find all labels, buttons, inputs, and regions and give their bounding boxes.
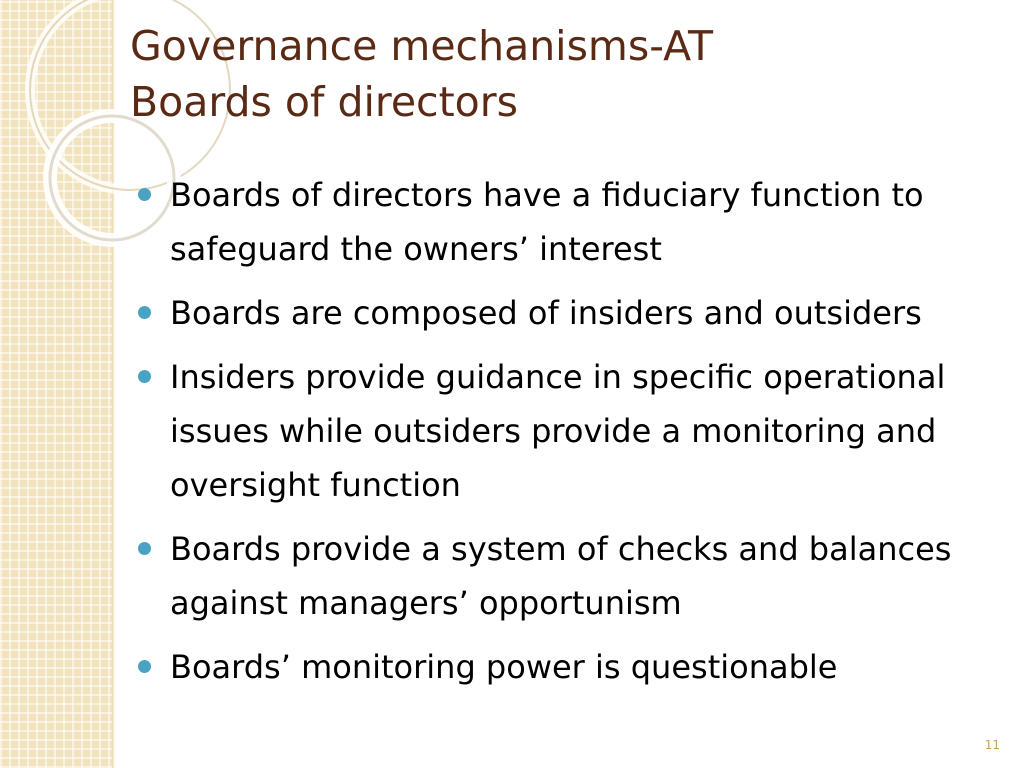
bullet-item [138,168,1000,276]
page-number: 11 [984,738,1000,752]
title-line-2: Boards of directors [130,78,518,126]
bullet-item [138,286,1000,340]
bullet-list [138,168,1000,704]
bullet-dot-icon [138,370,151,383]
bullet-dot-icon [138,306,151,319]
bullet-text: Insiders provide guidance in specific operational issues while outsiders provide a monitoring and oversight function [170,358,946,504]
bullet-text: Boards of directors have a fiduciary function to safeguard the owners’ interest [170,176,924,268]
slide-title [130,18,990,130]
title-line-1: Governance mechanisms-AT [130,22,714,70]
bullet-item [138,350,1000,512]
bullet-dot-icon [138,660,151,673]
bullet-text: Boards’ monitoring power is questionable [170,648,838,686]
bullet-text: Boards are composed of insiders and outsiders [170,294,922,332]
bullet-text: Boards provide a system of checks and balances against managers’ opportunism [170,530,952,622]
bullet-dot-icon [138,542,151,555]
bullet-item [138,640,1000,694]
bullet-dot-icon [138,188,151,201]
bullet-item [138,522,1000,630]
